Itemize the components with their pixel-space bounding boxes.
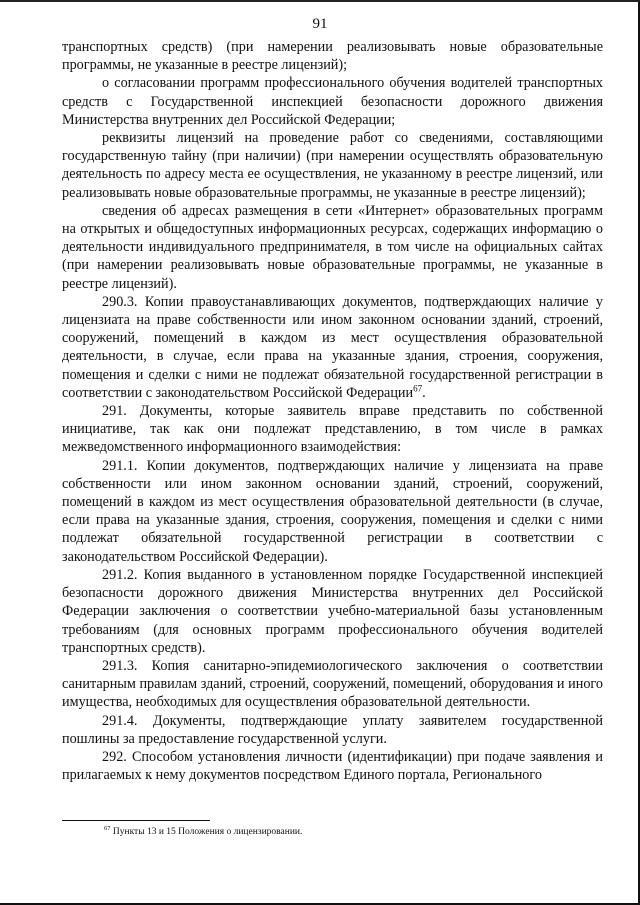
paragraph: 291. Документы, которые заявитель вправе представить по собственной инициативе, так как они подлежат представлению, в том числе в рамках межведомственного информационного взаимодействия:: [62, 403, 603, 456]
footnote-divider: [62, 820, 210, 821]
footnote: [104, 826, 604, 838]
paragraph: 291.1. Копии документов, подтверждающих наличие у лицензиата на праве собственности или ином законном основании зданий, строений, сооружений, помещений в каждом из мест осуществления образовательной деятельности (в случае, если права на указанные здания, строения, сооружения, помещения и сделки с ними подлежат обязательной государственной регистрации в соответствии с законодательством Российской Федерации).: [62, 457, 603, 565]
footnote-reference[interactable]: 67: [413, 383, 423, 394]
paragraph: 292. Способом установления личности (идентификации) при подаче заявления и прилагаемых к нему документов посредством Единого портала, Регионального: [62, 748, 603, 784]
scan-edge: [0, 0, 640, 2]
paragraph: о согласовании программ профессионального обучения водителей транспортных средств с Государственной инспекцией безопасности дорожного движения Министерства внутренних дел Российской Федерации;: [62, 75, 603, 128]
paragraph: 291.2. Копия выданного в установленном порядке Государственной инспекцией безопасности дорожного движения Министерства внутренних дел Российской Федерации заключения о соответствии учебно-материальной базы установленным требованиям (для основных программ профессионального обучения водителей транспортных средств).: [62, 566, 603, 656]
paragraph: 290.3. Копии правоустанавливающих документов, подтверждающих наличие у лицензиата на праве собственности или ином законном основании зданий, строений, сооружений, помещений в каждом из мест осуществления образовательной деятельности, в случае, если права на указанные здания, строения, сооружения, помещения и сделки с ними не подлежат обязательной государственной регистрации в соответствии с законодательством Российской Федерации$^{67}$.: [62, 293, 603, 401]
paragraph: сведения об адресах размещения в сети «Интернет» образовательных программ на открытых и общедоступных информационных ресурсах, содержащих информацию о деятельности индивидуального предпринимателя, в том числе на официальных сайтах (при намерении реализовывать новые образовательные программы, не указанные в реестре лицензий).: [62, 202, 603, 292]
paragraph: 291.3. Копия санитарно-эпидемиологического заключения о соответствии санитарным правилам зданий, строений, сооружений, помещений, оборудования и иного имущества, необходимых для осуществления образовательной деятельности.: [62, 657, 603, 711]
paragraph: транспортных средств) (при намерении реализовывать новые образовательные программы, не указанные в реестре лицензий);: [62, 39, 603, 74]
paragraph: реквизиты лицензий на проведение работ со сведениями, составляющими государственную тайну (при наличии) (при намерении осуществлять образовательную деятельность по адресу места ее осуществления, не указанному в реестре лицензий, или реализовывать новые образовательные программы, не указанные в реестре лицензий);: [62, 130, 603, 201]
footnote-text: Пункты 13 и 15 Положения о лицензировании.: [110, 827, 303, 837]
document-body: [62, 38, 603, 784]
page-number: 91: [312, 16, 328, 32]
paragraph: 291.4. Документы, подтверждающие уплату заявителем государственной пошлины за предоставление государственной услуги.: [62, 712, 603, 747]
footnote-marker: 67: [104, 824, 111, 832]
